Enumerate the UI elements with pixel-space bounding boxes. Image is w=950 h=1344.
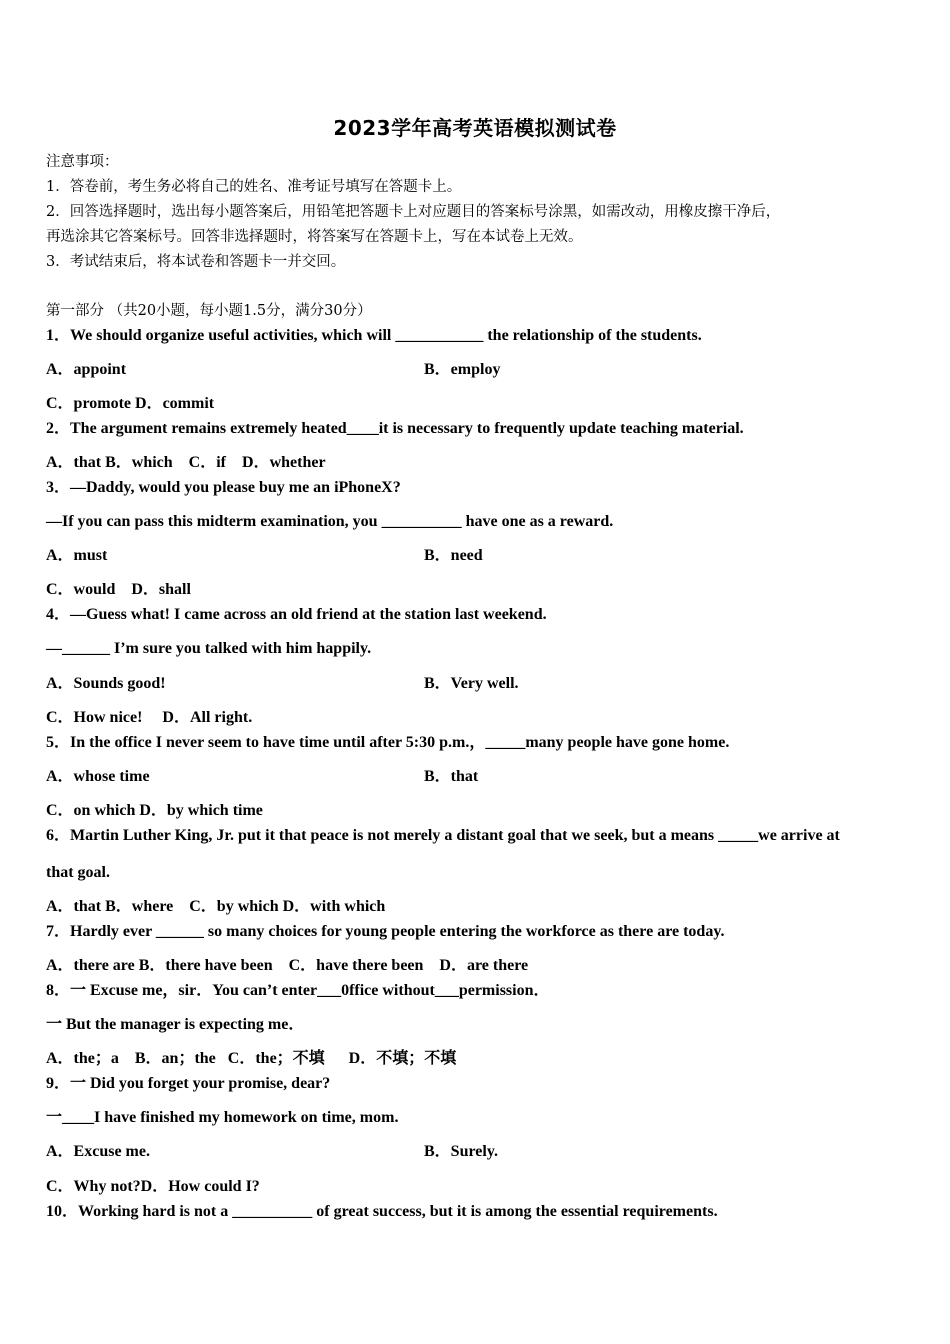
question-5-options-ab [46,767,896,787]
question-2-stem: 2．The argument remains extremely heated____it is necessary to frequently update teaching material. [46,420,744,437]
question-3-options-cd: C．would D．shall [46,581,191,598]
question-5-stem: 5．In the office I never seem to have time until after 5:30 p.m.，_____many people have gone home. [46,734,730,751]
question-1-options-ab [46,360,896,380]
notice-heading: 注意事项： [46,154,119,170]
question-3-option-b: B．need [424,547,483,564]
question-3-options-ab [46,546,896,566]
notice-item-2: 2．回答选择题时，选出每小题答案后，用铅笔把答题卡上对应题目的答案标号涂黑，如需改动，用橡皮擦干净后， [46,204,781,220]
question-1-stem: 1．We should organize useful activities, which will ___________ the relationship of the students. [46,327,702,344]
question-3-stem-1: 3．—Daddy, would you please buy me an iPhoneX? [46,479,401,496]
question-10-stem: 10．Working hard is not a __________ of great success, but it is among the essential requirements. [46,1203,718,1220]
question-8-options: A．the；a B．an；the C．the；不填 D．不填；不填 [46,1050,457,1067]
question-8-stem-2: 一 But the manager is expecting me． [46,1016,305,1033]
section-heading: 第一部分 （共20小题，每小题1.5分，满分30分） [46,303,372,319]
notice-item-1: 1．答卷前，考生务必将自己的姓名、准考证号填写在答题卡上。 [46,179,462,195]
question-9-stem-2: 一____I have finished my homework on time, mom. [46,1109,399,1126]
question-4-option-b: B．Very well. [424,675,519,692]
question-4-stem-1: 4．—Guess what! I came across an old friend at the station last weekend. [46,606,547,623]
question-4-options-cd: C．How nice! D．All right. [46,709,253,726]
question-9-option-b: B．Surely. [424,1143,498,1160]
question-9-stem-1: 9．一 Did you forget your promise, dear? [46,1075,331,1092]
question-6-stem-2: that goal. [46,864,110,881]
question-5-option-b: B．that [424,768,479,785]
question-3-stem-2: —If you can pass this midterm examination, you __________ have one as a reward. [46,513,614,530]
question-3-option-a: A．must [46,547,108,564]
question-7-options: A．there are B．there have been C．have there been D．are there [46,957,529,974]
question-1-option-b: B．employ [424,361,501,378]
question-4-stem-2: —______ I’m sure you talked with him happily. [46,640,372,657]
question-4-options-ab [46,674,896,694]
question-6-stem-1: 6．Martin Luther King, Jr. put it that peace is not merely a distant goal that we seek, but a means _____we arrive at [46,827,840,844]
question-9-option-a: A．Excuse me. [46,1143,150,1160]
question-9-options-ab [46,1142,896,1162]
question-8-stem-1: 8．一 Excuse me，sir．You can’t enter___0ffice without___permission． [46,982,550,999]
page-title: 2023学年高考英语模拟测试卷 [333,116,617,140]
question-5-options-cd: C．on which D．by which time [46,802,263,819]
question-5-option-a: A．whose time [46,768,150,785]
notice-item-3: 3．考试结束后，将本试卷和答题卡一并交回。 [46,254,346,270]
question-6-options: A．that B．where C．by which D．with which [46,898,386,915]
question-4-option-a: A．Sounds good! [46,675,166,692]
question-1-option-a: A．appoint [46,361,127,378]
notice-item-2-cont: 再选涂其它答案标号。回答非选择题时，将答案写在答题卡上，写在本试卷上无效。 [46,229,583,245]
question-2-options: A．that B．which C．if D．whether [46,454,326,471]
question-9-options-cd: C．Why not?D．How could I? [46,1178,260,1195]
question-7-stem: 7．Hardly ever ______ so many choices for young people entering the workforce as there are today. [46,923,725,940]
question-1-options-cd: C．promote D．commit [46,395,215,412]
